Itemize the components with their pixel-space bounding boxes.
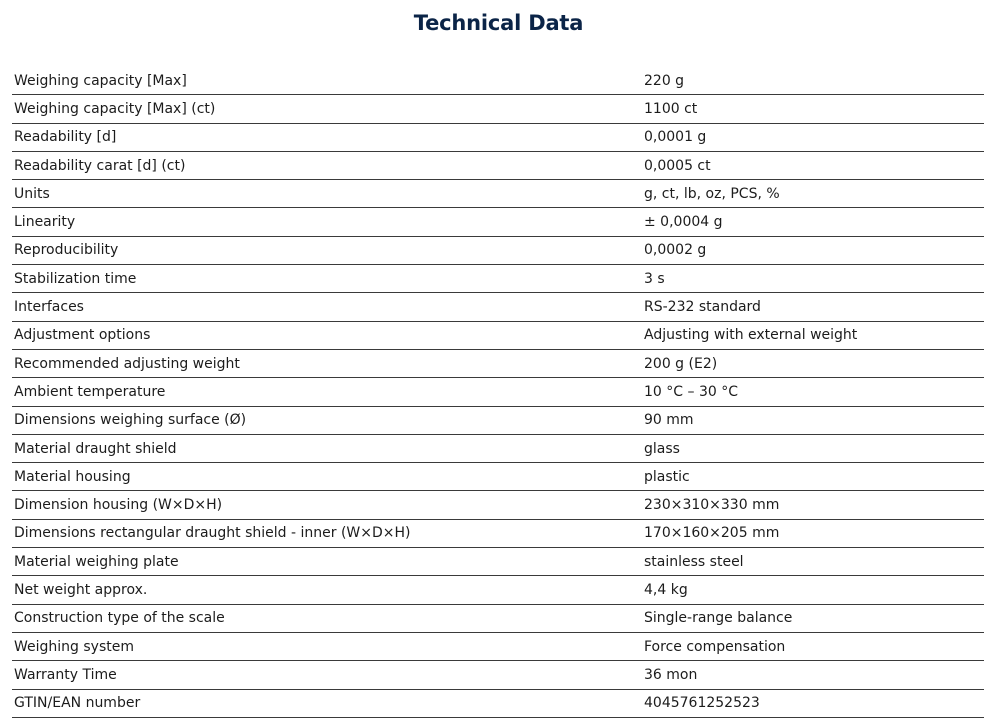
spec-label: Ambient temperature: [12, 378, 642, 406]
spec-value: 4045761252523: [642, 689, 984, 717]
table-row: [12, 293, 984, 321]
spec-label: Construction type of the scale: [12, 604, 642, 632]
spec-value: 0,0005 ct: [642, 151, 984, 179]
table-row: [12, 236, 984, 264]
table-row: [12, 321, 984, 349]
spec-value: 4,4 kg: [642, 576, 984, 604]
spec-label: Warranty Time: [12, 661, 642, 689]
table-row: [12, 661, 984, 689]
table-row: [12, 632, 984, 660]
spec-value: Single-range balance: [642, 604, 984, 632]
spec-value: 220 g: [642, 67, 984, 95]
technical-data-table: [12, 67, 984, 718]
spec-label: GTIN/EAN number: [12, 689, 642, 717]
table-row: [12, 576, 984, 604]
technical-data-body: [12, 67, 984, 717]
spec-label: Stabilization time: [12, 265, 642, 293]
table-row: [12, 463, 984, 491]
table-row: [12, 378, 984, 406]
table-row: [12, 548, 984, 576]
page-title: Technical Data: [413, 11, 584, 35]
spec-value: 10 °C – 30 °C: [642, 378, 984, 406]
table-row: [12, 265, 984, 293]
spec-label: Material weighing plate: [12, 548, 642, 576]
table-row: [12, 689, 984, 717]
spec-value: stainless steel: [642, 548, 984, 576]
table-row: [12, 208, 984, 236]
spec-value: 200 g (E2): [642, 349, 984, 377]
spec-value: Adjusting with external weight: [642, 321, 984, 349]
spec-value: 170×160×205 mm: [642, 519, 984, 547]
spec-label: Readability carat [d] (ct): [12, 151, 642, 179]
spec-value: RS-232 standard: [642, 293, 984, 321]
spec-value: 90 mm: [642, 406, 984, 434]
spec-value: 0,0002 g: [642, 236, 984, 264]
spec-value: 1100 ct: [642, 95, 984, 123]
spec-label: Readability [d]: [12, 123, 642, 151]
table-row: [12, 491, 984, 519]
spec-value: glass: [642, 434, 984, 462]
table-row: [12, 349, 984, 377]
spec-label: Weighing capacity [Max]: [12, 67, 642, 95]
spec-value: 36 mon: [642, 661, 984, 689]
table-row: [12, 151, 984, 179]
spec-label: Dimensions weighing surface (Ø): [12, 406, 642, 434]
spec-value: 3 s: [642, 265, 984, 293]
spec-label: Linearity: [12, 208, 642, 236]
spec-label: Interfaces: [12, 293, 642, 321]
spec-label: Dimensions rectangular draught shield - inner (W×D×H): [12, 519, 642, 547]
spec-value: ± 0,0004 g: [642, 208, 984, 236]
table-row: [12, 406, 984, 434]
spec-label: Weighing system: [12, 632, 642, 660]
table-row: [12, 519, 984, 547]
spec-label: Net weight approx.: [12, 576, 642, 604]
spec-label: Units: [12, 180, 642, 208]
spec-label: Adjustment options: [12, 321, 642, 349]
table-row: [12, 434, 984, 462]
spec-value: g, ct, lb, oz, PCS, %: [642, 180, 984, 208]
spec-value: plastic: [642, 463, 984, 491]
table-row: [12, 180, 984, 208]
spec-label: Material draught shield: [12, 434, 642, 462]
spec-value: 0,0001 g: [642, 123, 984, 151]
spec-label: Dimension housing (W×D×H): [12, 491, 642, 519]
spec-label: Weighing capacity [Max] (ct): [12, 95, 642, 123]
spec-label: Reproducibility: [12, 236, 642, 264]
spec-value: 230×310×330 mm: [642, 491, 984, 519]
table-row: [12, 123, 984, 151]
table-row: [12, 604, 984, 632]
table-row: [12, 67, 984, 95]
spec-label: Material housing: [12, 463, 642, 491]
spec-value: Force compensation: [642, 632, 984, 660]
table-row: [12, 95, 984, 123]
spec-label: Recommended adjusting weight: [12, 349, 642, 377]
